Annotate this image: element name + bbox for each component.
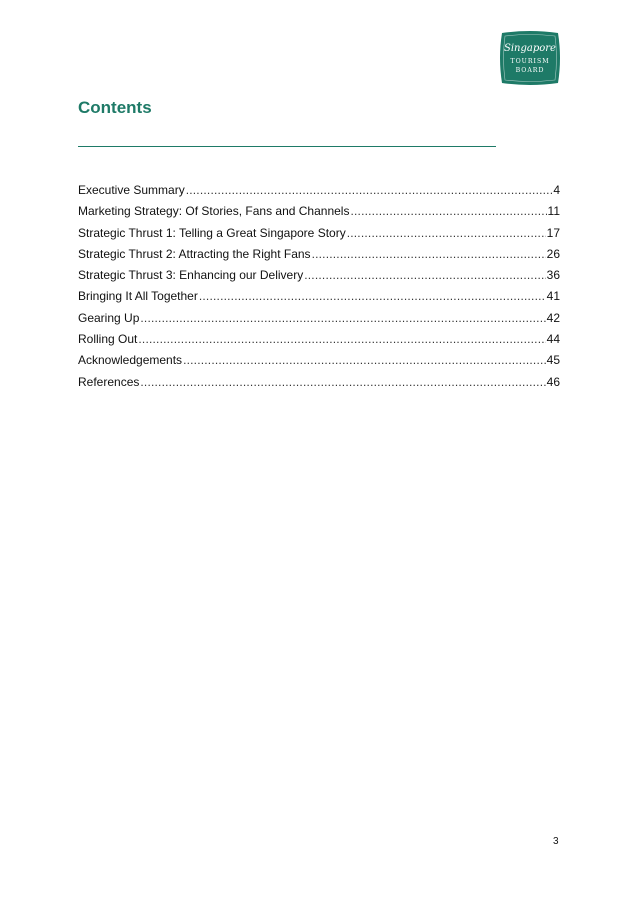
toc-dot-leader [186, 180, 553, 201]
toc-entry-label[interactable]: References [78, 374, 140, 389]
toc-entry[interactable] [78, 350, 560, 371]
toc-entry[interactable] [78, 308, 560, 329]
toc-entry-page-number[interactable]: 26 [546, 246, 560, 261]
toc-entry[interactable] [78, 223, 560, 244]
toc-entry-label[interactable]: Strategic Thrust 3: Enhancing our Delivery [78, 268, 304, 283]
toc-entry-label[interactable]: Bringing It All Together [78, 289, 198, 304]
toc-entry-label[interactable]: Acknowledgements [78, 353, 183, 368]
toc-entry[interactable] [78, 180, 560, 201]
toc-entry-page-number[interactable]: 44 [546, 332, 560, 347]
toc-entry-page-number[interactable]: 46 [546, 374, 560, 389]
toc-dot-leader [140, 308, 545, 329]
logo-line-tourism: TOURISM [510, 58, 550, 65]
logo-badge [498, 30, 562, 86]
singapore-tourism-board-logo [498, 30, 562, 86]
page-title: Contents [78, 98, 152, 117]
toc-dot-leader [183, 350, 546, 371]
toc-entry-label[interactable]: Executive Summary [78, 183, 185, 197]
toc-dot-leader [347, 223, 546, 244]
toc-entry[interactable] [78, 201, 560, 222]
toc-entry-label[interactable]: Strategic Thrust 1: Telling a Great Singapore Story [78, 225, 346, 240]
toc-entry-page-number[interactable]: 17 [546, 225, 560, 240]
toc-dot-leader [199, 286, 546, 307]
toc-entry[interactable] [78, 286, 560, 307]
toc-entry-page-number[interactable]: 11 [547, 204, 560, 219]
toc-entry-page-number[interactable]: 4 [553, 183, 560, 197]
toc-dot-leader [312, 244, 546, 265]
toc-entry-label[interactable]: Marketing Strategy: Of Stories, Fans and Channels [78, 204, 350, 219]
logo-line-board: BOARD [515, 67, 545, 74]
title-underline-divider [78, 146, 496, 147]
toc-entry-page-number[interactable]: 45 [546, 353, 560, 368]
page-number: 3 [553, 836, 559, 847]
toc-entry-label[interactable]: Rolling Out [78, 332, 138, 347]
toc-entry-page-number[interactable]: 41 [546, 289, 560, 304]
toc-dot-leader [350, 201, 546, 222]
toc-entry[interactable] [78, 372, 560, 393]
toc-entry-label[interactable]: Gearing Up [78, 310, 140, 325]
toc-entry[interactable] [78, 329, 560, 350]
toc-entry-page-number[interactable]: 42 [546, 310, 560, 325]
toc-dot-leader [304, 265, 545, 286]
toc-dot-leader [140, 372, 545, 393]
toc-entry[interactable] [78, 265, 560, 286]
toc-entry-page-number[interactable]: 36 [546, 268, 560, 283]
logo-line-singapore: Singapore [504, 43, 556, 54]
table-of-contents [78, 180, 560, 393]
toc-dot-leader [138, 329, 545, 350]
toc-entry-label[interactable]: Strategic Thrust 2: Attracting the Right Fans [78, 246, 311, 261]
toc-entry[interactable] [78, 244, 560, 265]
